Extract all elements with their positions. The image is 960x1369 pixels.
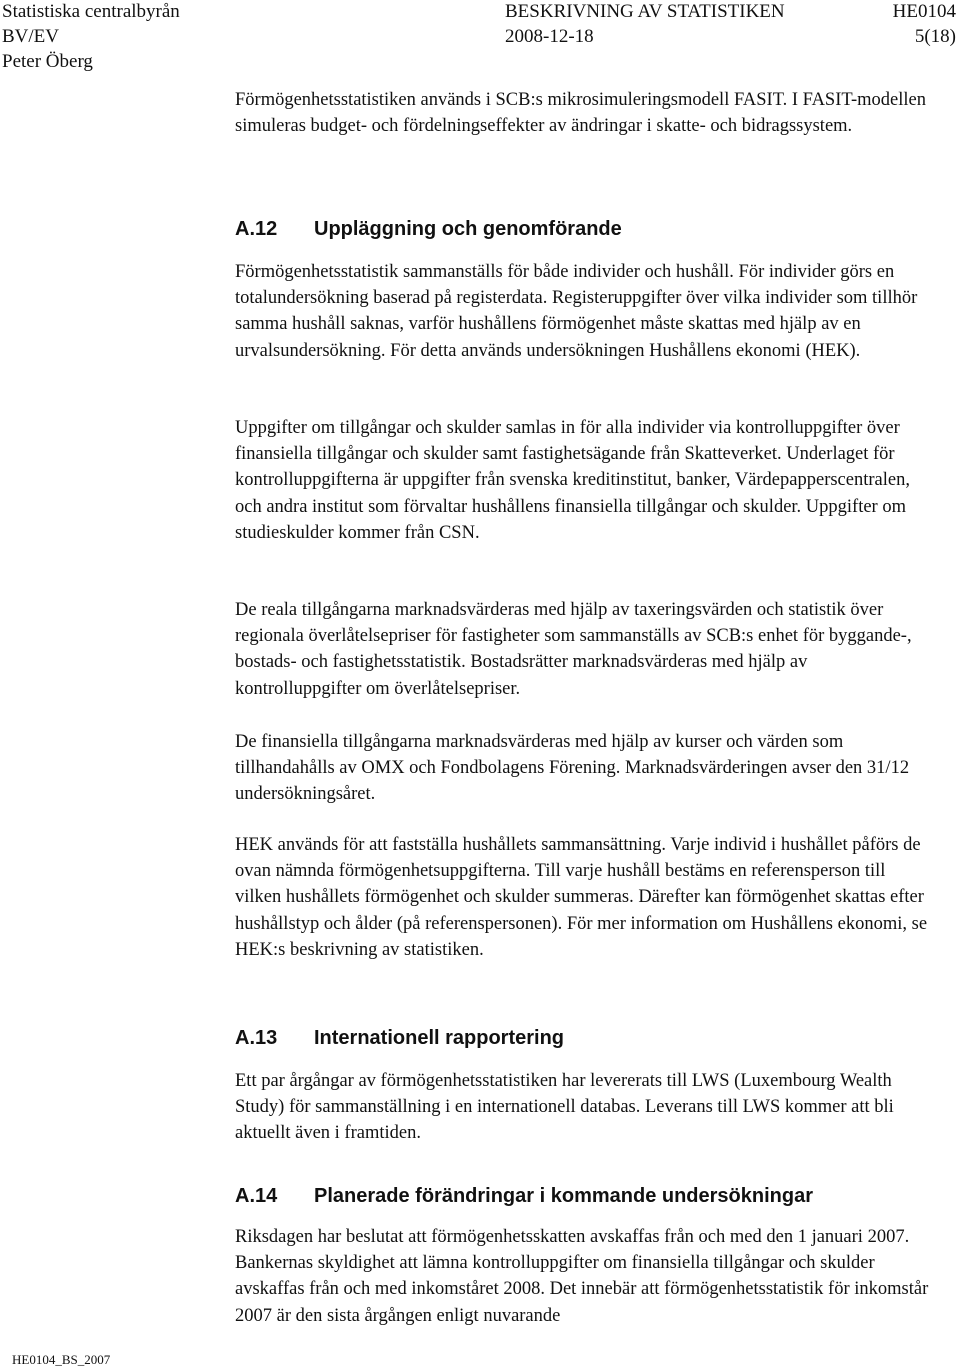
section-number: A.12	[235, 218, 278, 240]
paragraph	[235, 1068, 935, 1147]
section-number: A.14	[235, 1185, 278, 1207]
paragraph-text: Förmögenhetsstatistik sammanställs för både individer och hushåll. För individer görs en totalundersökning baserad på registerdata. Registeruppgifter över vilka individer som tillhör samma hushåll saknas, varför hushållens förmögenhet måste skattas med hjälp av en urvalsundersökning. För detta används undersökningen Hushållens ekonomi (HEK).	[235, 262, 918, 361]
section-title: Planerade förändringar i kommande undersökningar	[314, 1185, 814, 1207]
header-doc-code: HE0104	[892, 1, 956, 22]
section-heading-a14	[235, 1184, 813, 1208]
footer-file-code: HE0104_BS_2007	[12, 1352, 111, 1367]
section-number: A.13	[235, 1027, 278, 1049]
header-page-number: 5(18)	[914, 26, 956, 47]
paragraph	[235, 1224, 935, 1329]
section-title: Uppläggning och genomförande	[314, 218, 622, 240]
paragraph	[235, 597, 935, 702]
header-org: Statistiska centralbyrån	[2, 1, 180, 22]
paragraph-text: Uppgifter om tillgångar och skulder samlas in för alla individer via kontrolluppgifter över finansiella tillgångar och skulder samt fastighetsägande från Skatteverket. Underlaget för kontrolluppgifterna är uppgifter från svenska kreditinstitut, banker, Värdepapperscentralen, och andra institut som förvaltar hushållens finansiella tillgångar och skulder. Uppgifter om studieskulder kommer från CSN.	[235, 418, 910, 543]
paragraph	[235, 832, 935, 963]
section-heading-a13	[235, 1026, 564, 1050]
header-unit: BV/EV	[2, 26, 59, 47]
paragraph-text: HEK används för att fastställa hushållets sammansättning. Varje individ i hushållet påförs de ovan nämnda förmögenhetsuppgifterna. Till varje hushåll bestäms en referensperson till vilken hushållets förmögenhet och skulder summeras. Därefter kan förmögenhet skattas efter hushållstyp och ålder (på referenspersonen). För mer information om Hushållens ekonomi, se HEK:s beskrivning av statistiken.	[235, 835, 928, 960]
header-author: Peter Öberg	[2, 51, 93, 72]
paragraph-text: De reala tillgångarna marknadsvärderas med hjälp av taxeringsvärden och statistik över regionala överlåtelsepriser för fastigheter som sammanställs av SCB:s enhet för byggande-, bostads- och fastighetsstatistik. Bostadsrätter marknadsvärderas med hjälp av kontrolluppgifter om överlåtelsepriser.	[235, 600, 912, 699]
header-doc-type: BESKRIVNING AV STATISTIKEN	[505, 1, 785, 22]
section-title: Internationell rapportering	[314, 1027, 565, 1049]
intro-paragraph	[235, 87, 935, 139]
paragraph	[235, 259, 935, 364]
intro-text: Förmögenhetsstatistiken används i SCB:s mikrosimuleringsmodell FASIT. I FASIT-modellen simuleras budget- och fördelningseffekter av ändringar i skatte- och bidragssystem.	[235, 90, 926, 137]
paragraph-text: De finansiella tillgångarna marknadsvärderas med hjälp av kurser och värden som tillhandahålls av OMX och Fondbolagens Förening. Marknadsvärderingen avser den 31/12 undersökningsåret.	[235, 732, 910, 805]
paragraph	[235, 415, 935, 546]
header-date: 2008-12-18	[505, 26, 594, 47]
paragraph-text: Riksdagen har beslutat att förmögenhetsskatten avskaffas från och med den 1 januari 2007. Bankernas skyldighet att lämna kontrolluppgifter om finansiella tillgångar och skulder avskaffas från och med inkomståret 2008. Det innebär att förmögenhetsstatistik för inkomstår 2007 är den sista årgången enligt nuvarande	[235, 1227, 929, 1326]
paragraph-text: Ett par årgångar av förmögenhetsstatistiken har levererats till LWS (Luxembourg Wealth Study) för sammanställning i en internationell databas. Leverans till LWS kommer att bli aktuellt även i framtiden.	[235, 1071, 894, 1144]
paragraph	[235, 729, 935, 808]
section-heading-a12	[235, 217, 622, 241]
